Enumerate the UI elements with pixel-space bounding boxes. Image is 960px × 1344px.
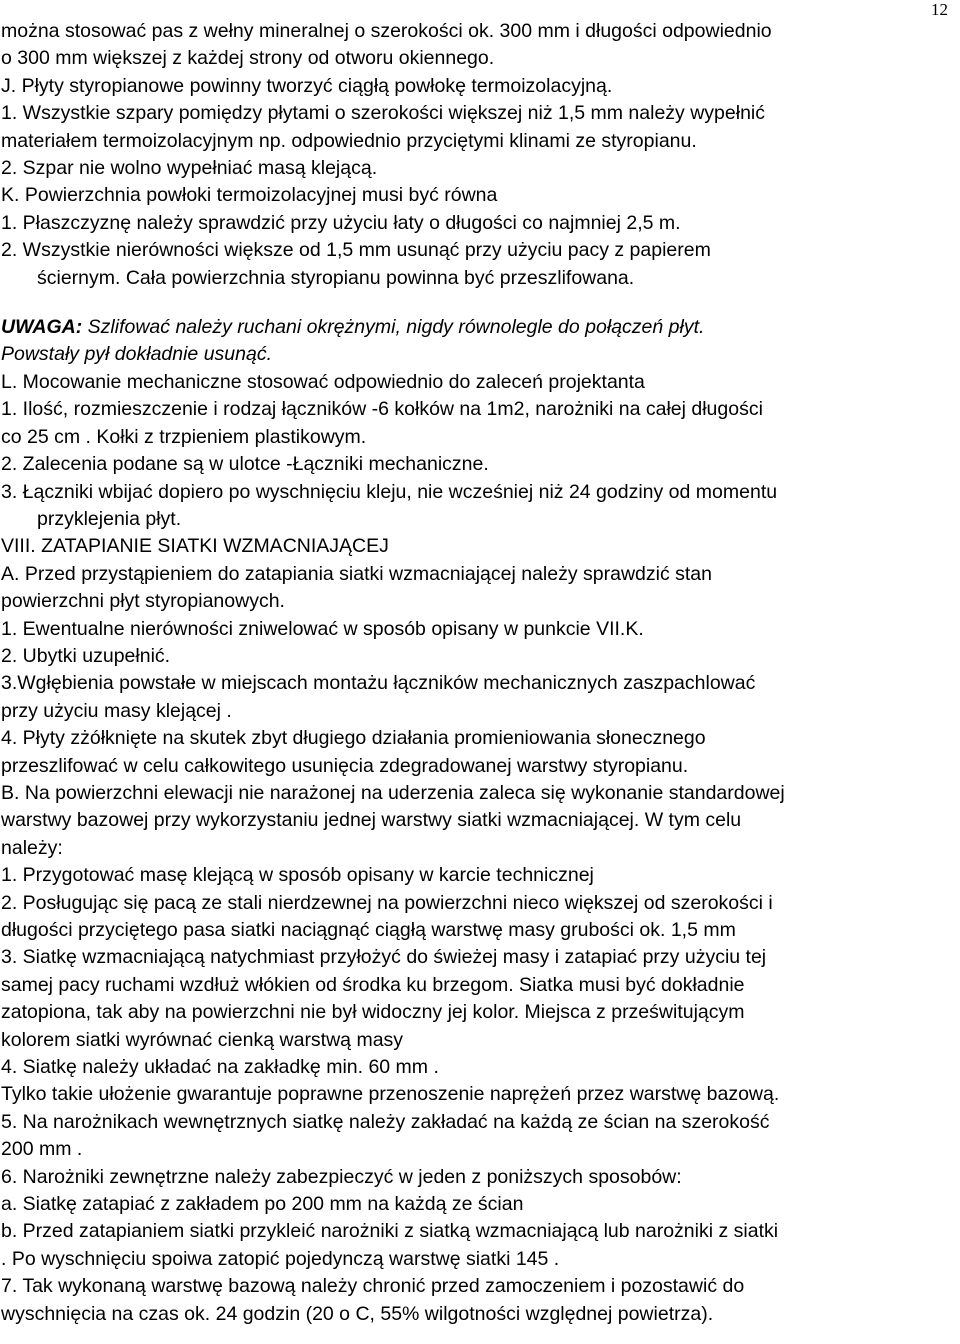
text-line: 4. Płyty zżółknięte na skutek zbyt długiego działania promieniowania słonecznego [1, 727, 706, 750]
section-heading-j: J. Płyty styropianowe powinny tworzyć ciągłą powłokę termoizolacyjną. [1, 74, 613, 97]
section-heading-b: B. Na powierzchni elewacji nie narażonej na uderzenia zaleca się wykonanie standardowej [1, 781, 785, 804]
text-line: 1. Ewentualne nierówności zniwelować w sposób opisany w punkcie VII.K. [1, 617, 644, 640]
text-line: 1. Wszystkie szpary pomiędzy płytami o szerokości większej niż 1,5 mm należy wypełnić [1, 102, 765, 125]
text-line: 1. Przygotować masę klejącą w sposób opisany w karcie technicznej [1, 864, 594, 887]
text-line: 4. Siatkę należy układać na zakładkę min. 60 mm . [1, 1056, 439, 1079]
text-line: 200 mm . [1, 1138, 83, 1161]
text-line: 2. Posługując się pacą ze stali nierdzewnej na powierzchni nieco większej od szerokości i [1, 891, 773, 914]
text-line: ściernym. Cała powierzchnia styropianu powinna być przeszlifowana. [37, 266, 635, 289]
text-line: powierzchni płyt styropianowych. [1, 590, 285, 613]
warning-text-line2: Powstały pył dokładnie usunąć. [1, 343, 272, 366]
text-line: b. Przed zatapianiem siatki przykleić narożniki z siatką wzmacniającą lub narożniki z siatki [1, 1220, 779, 1243]
text-line: . Po wyschnięciu spoiwa zatopić pojedynczą warstwę siatki 145 . [1, 1247, 560, 1270]
text-line: Tylko takie ułożenie gwarantuje poprawne przenoszenie naprężeń przez warstwę bazową. [1, 1083, 780, 1106]
section-heading-k: K. Powierzchnia powłoki termoizolacyjnej musi być równa [1, 184, 498, 207]
warning-label: UWAGA: [1, 316, 83, 339]
text-line: warstwy bazowej przy wykorzystaniu jednej warstwy siatki wzmacniającej. W tym celu [1, 809, 742, 832]
text-line: o 300 mm większej z każdej strony od otworu okiennego. [1, 47, 495, 70]
page-number: 12 [931, 0, 948, 19]
text-line: 1. Ilość, rozmieszczenie i rodzaj łączników -6 kołków na 1m2, narożniki na całej długości [1, 398, 763, 421]
text-line: długości przyciętego pasa siatki naciągnąć ciągłą warstwę masy grubości ok. 1,5 mm [1, 919, 736, 941]
text-line: 2. Ubytki uzupełnić. [1, 644, 171, 667]
text-line: 3.Wgłębienia powstałe w miejscach montażu łączników mechanicznych zaszpachlować [1, 672, 756, 695]
text-line: 3. Łączniki wbijać dopiero po wyschnięciu kleju, nie wcześniej niż 24 godziny od momentu [1, 480, 778, 503]
section-heading-l: L. Mocowanie mechaniczne stosować odpowiednio do zaleceń projektanta [1, 370, 645, 393]
warning-note [1, 314, 956, 341]
text-line: kolorem siatki wyrównać cienką warstwą masy [1, 1028, 404, 1051]
warning-text: Szlifować należy ruchani okrężnymi, nigdy równolegle do połączeń płyt. [82, 316, 705, 339]
text-line: 3. Siatkę wzmacniającą natychmiast przyłożyć do świeżej masy i zatapiać przy użyciu tej [1, 946, 767, 969]
text-line: 2. Zalecenia podane są w ulotce -Łączniki mechaniczne. [1, 453, 489, 476]
text-line: 1. Płaszczyznę należy sprawdzić przy użyciu łaty o długości co najmniej 2,5 m. [1, 211, 681, 234]
text-line: 6. Narożniki zewnętrzne należy zabezpieczyć w jeden z poniższych sposobów: [1, 1165, 682, 1188]
document-body [1, 18, 956, 1328]
text-line: samej pacy ruchami wzdłuż włókien od środka ku brzegom. Siatka musi być dokładnie [1, 973, 745, 996]
text-line: zatopiona, tak aby na powierzchni nie był widoczny jej kolor. Miejsca z prześwitującym [1, 1001, 745, 1024]
text-line: przeszlifować w celu całkowitego usunięcia zdegradowanej warstwy styropianu. [1, 754, 689, 777]
text-line: a. Siatkę zatapiać z zakładem po 200 mm na każdą ze ścian [1, 1193, 524, 1216]
text-line: przy użyciu masy klejącej . [1, 699, 232, 722]
text-line: 2. Wszystkie nierówności większe od 1,5 mm usunąć przy użyciu pacy z papierem [1, 239, 711, 262]
section-heading-a: A. Przed przystąpieniem do zatapiania siatki wzmacniającej należy sprawdzić stan [1, 562, 712, 585]
text-line: należy: [1, 836, 63, 859]
text-line: 5. Na narożnikach wewnętrznych siatkę należy zakładać na każdą ze ścian na szerokość [1, 1110, 770, 1133]
text-line: 7. Tak wykonaną warstwę bazową należy chronić przed zamoczeniem i pozostawić do [1, 1275, 745, 1298]
text-line: można stosować pas z wełny mineralnej o szerokości ok. 300 mm i długości odpowiednio [1, 20, 772, 42]
text-line: wyschnięcia na czas ok. 24 godzin (20 o C, 55% wilgotności względnej powietrza). [1, 1302, 714, 1325]
text-line: co 25 cm . Kołki z trzpieniem plastikowym. [1, 425, 367, 448]
text-line: 2. Szpar nie wolno wypełniać masą klejącą. [1, 157, 378, 180]
chapter-heading-viii: VIII. ZATAPIANIE SIATKI WZMACNIAJĄCEJ [1, 535, 389, 558]
text-line: materiałem termoizolacyjnym np. odpowiednio przyciętymi klinami ze styropianu. [1, 129, 697, 152]
text-line: przyklejenia płyt. [37, 507, 182, 530]
paragraph-gap [1, 292, 956, 314]
